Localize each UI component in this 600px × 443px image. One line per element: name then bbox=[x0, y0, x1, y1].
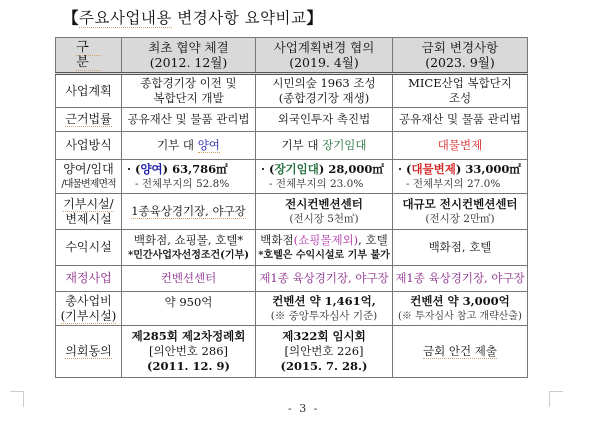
area-share: - 전체부지의 27.0% bbox=[406, 177, 501, 190]
cell-text: [의안번호 226] bbox=[284, 344, 364, 358]
highlight-transfer: 양여 bbox=[197, 138, 220, 152]
row-label-council bbox=[56, 326, 122, 378]
cell-law-current: 공유재산 및 물품 관리법 bbox=[393, 108, 528, 132]
cell-subtext: (전시장 2만㎡) bbox=[425, 212, 495, 225]
cell-cost-current bbox=[393, 292, 528, 326]
table-row-area bbox=[56, 160, 528, 194]
header-initial-date: (2012. 12월) bbox=[149, 55, 228, 70]
cell-note: *민간사업자선정조건(기부) bbox=[128, 249, 249, 261]
cell-plan-change bbox=[256, 74, 393, 108]
cell-text: 복합단지 개발 bbox=[153, 91, 224, 105]
header-initial-agreement bbox=[122, 38, 256, 74]
cell-text: 백화점 bbox=[260, 232, 294, 247]
cell-text: 컨벤션 약 3,000억 bbox=[410, 293, 510, 308]
header-current-title: 금회 변경사항 bbox=[421, 40, 499, 55]
area-share: - 전체부지의 23.0% bbox=[269, 177, 364, 190]
cell-plan-initial bbox=[122, 74, 256, 108]
row-label-facility-line2: 변제시설 bbox=[65, 211, 112, 226]
area-share: - 전체부지의 52.8% bbox=[135, 177, 230, 190]
cell-method-current: 대물변제 bbox=[393, 132, 528, 160]
area-kind: 장기임대 bbox=[274, 161, 319, 176]
cell-text: 종합경기장 이전 및 bbox=[140, 76, 237, 90]
table-row-revenue bbox=[56, 230, 528, 266]
bullet: · ( bbox=[261, 161, 275, 176]
cell-facility-current bbox=[393, 194, 528, 230]
table-row-council bbox=[56, 326, 528, 378]
header-category-label: 구 분 bbox=[76, 40, 101, 70]
cell-law-initial: 공유재산 및 물품 관리법 bbox=[122, 108, 256, 132]
cell-text: 제285회 제2차정례회 bbox=[131, 329, 246, 343]
document-title bbox=[63, 6, 323, 28]
cell-cost-change bbox=[256, 292, 393, 326]
header-plan-change-date: (2019. 4월) bbox=[289, 55, 359, 70]
cell-area-current bbox=[393, 160, 528, 194]
title-open-bracket: 【 bbox=[63, 8, 80, 27]
cell-text: 대규모 전시컨벤션센터 bbox=[402, 196, 518, 211]
table-row-finance bbox=[56, 266, 528, 292]
cell-subtext: (전시장 5천㎡) bbox=[289, 212, 359, 225]
cell-text: (2015. 7. 28.) bbox=[280, 359, 368, 373]
table-row-plan bbox=[56, 74, 528, 108]
header-current-date: (2023. 9월) bbox=[425, 55, 495, 70]
table-header-row bbox=[56, 38, 528, 74]
cell-council-change bbox=[256, 326, 393, 378]
comparison-table bbox=[55, 37, 528, 378]
cell-text: 전시컨벤션센터 bbox=[285, 196, 363, 211]
row-label-plan: 사업계획 bbox=[56, 74, 122, 108]
cell-text: (2011. 12. 9) bbox=[147, 359, 230, 373]
header-plan-change-title: 사업계획변경 협의 bbox=[273, 40, 375, 55]
area-value: ) 63,786㎡ bbox=[162, 161, 228, 176]
cell-revenue-initial bbox=[122, 230, 256, 266]
page-corner-mark-right bbox=[549, 391, 563, 407]
row-label-law-text: 근거법률 bbox=[65, 112, 112, 126]
header-current-change bbox=[393, 38, 528, 74]
cell-text: 시민의숲 1963 조성 bbox=[272, 76, 376, 90]
row-label-finance: 재정사업 bbox=[56, 266, 122, 292]
highlight-long-lease: 장기임대 bbox=[322, 138, 367, 152]
header-plan-change bbox=[256, 38, 393, 74]
cell-text: [의안번호 286] bbox=[148, 344, 228, 358]
cell-finance-initial: 컨벤션센터 bbox=[122, 266, 256, 292]
page-number: - 3 - bbox=[288, 402, 320, 415]
cell-subtext: (※ 투자심사 참고 개략산출) bbox=[398, 310, 522, 322]
cell-subtext: (※ 중앙투자심사 기준) bbox=[270, 309, 378, 322]
row-label-revenue: 수익시설 bbox=[56, 230, 122, 266]
header-initial-title: 최초 협약 체결 bbox=[148, 40, 229, 55]
row-label-cost-line1: 총사업비 bbox=[65, 293, 112, 308]
excluded-note: (쇼핑몰제외) bbox=[293, 232, 359, 247]
table-row-cost bbox=[56, 292, 528, 326]
header-category bbox=[56, 38, 122, 74]
row-label-law bbox=[56, 108, 122, 132]
cell-plan-current bbox=[393, 74, 528, 108]
cell-facility-initial bbox=[122, 194, 256, 230]
row-label-cost bbox=[56, 292, 122, 326]
bullet: · ( bbox=[398, 161, 412, 176]
cell-council-current bbox=[393, 326, 528, 378]
bullet: · ( bbox=[127, 161, 141, 176]
cell-method-change bbox=[256, 132, 393, 160]
cell-text: 1종육상경기장, 야구장 bbox=[131, 204, 246, 218]
table-row-facility bbox=[56, 194, 528, 230]
cell-text: MICE산업 복합단지 bbox=[408, 76, 512, 90]
area-value: ) 33,000㎡ bbox=[455, 161, 521, 176]
area-kind: 대물변제 bbox=[411, 161, 456, 176]
cell-text: 백화점, 쇼핑몰, 호텔* bbox=[133, 232, 244, 247]
cell-text: 기부 대 bbox=[157, 138, 198, 152]
cell-text: 금회 안건 제출 bbox=[423, 344, 497, 358]
cell-revenue-current: 백화점, 호텔 bbox=[393, 230, 528, 266]
cell-finance-change: 제1종 육상경기장, 야구장 bbox=[256, 266, 393, 292]
table-row-law bbox=[56, 108, 528, 132]
page-corner-mark-left bbox=[10, 391, 24, 407]
cell-note: *호텔은 수익시설로 기부 불가 bbox=[258, 249, 390, 261]
area-value: ) 28,000㎡ bbox=[318, 161, 384, 176]
row-label-method: 사업방식 bbox=[56, 132, 122, 160]
title-close-bracket: 】 bbox=[306, 8, 323, 27]
row-label-area bbox=[56, 160, 122, 194]
title-text-2: 변경사항 요약비교 bbox=[171, 9, 307, 27]
cell-text: 기부 대 bbox=[281, 138, 323, 152]
row-label-facility bbox=[56, 194, 122, 230]
cell-law-change: 외국인투자 촉진법 bbox=[256, 108, 393, 132]
area-kind: 양여 bbox=[140, 161, 163, 176]
title-text: 주요사업내용 bbox=[79, 9, 172, 27]
cell-text: 컨벤션 약 1,461억, bbox=[272, 293, 376, 308]
cell-text: (종합경기장 재생) bbox=[278, 91, 370, 105]
cell-cost-initial: 약 950억 bbox=[122, 292, 256, 326]
row-label-cost-line2: (기부시설) bbox=[60, 308, 117, 323]
cell-text: , 호텔 bbox=[358, 232, 388, 247]
cell-text: 조성 bbox=[448, 91, 472, 105]
table-row-method bbox=[56, 132, 528, 160]
cell-area-initial bbox=[122, 160, 256, 194]
cell-method-initial bbox=[122, 132, 256, 160]
row-label-facility-line1: 기부시설/ bbox=[63, 196, 114, 211]
cell-facility-change bbox=[256, 194, 393, 230]
cell-area-change bbox=[256, 160, 393, 194]
row-label-area-line2: /대물변제면적 bbox=[61, 178, 116, 190]
cell-council-initial bbox=[122, 326, 256, 378]
row-label-area-line1: 양여/임대 bbox=[63, 161, 114, 176]
cell-revenue-change bbox=[256, 230, 393, 266]
cell-text: 제322회 임시회 bbox=[282, 329, 366, 343]
cell-finance-current: 제1종 육상경기장, 야구장 bbox=[393, 266, 528, 292]
row-label-council-text: 의회동의 bbox=[65, 344, 112, 358]
